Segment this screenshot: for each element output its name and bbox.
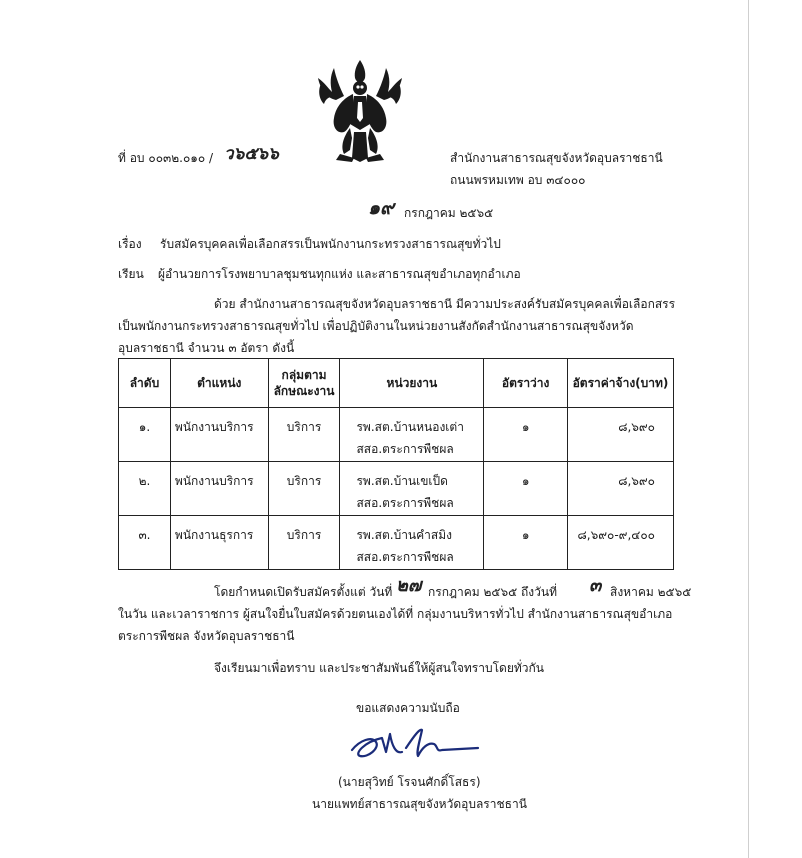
- table-row: [119, 408, 674, 462]
- cell-order: ๒.: [119, 462, 171, 516]
- reference-number-handwritten: ว๖๕๖๖: [224, 144, 279, 164]
- office-name: สำนักงานสาธารณสุขจังหวัดอุบลราชธานี: [450, 151, 663, 165]
- cell-group: บริการ: [268, 462, 340, 516]
- period-text-b: กรกฎาคม ๒๕๖๕ ถึงวันที่: [428, 585, 558, 599]
- cell-wage: ๘,๖๙๐-๙,๔๐๐: [568, 516, 674, 570]
- cell-group: บริการ: [268, 516, 340, 570]
- cell-unit-line-2: สสอ.ตระการพืชผล: [356, 496, 454, 510]
- table-row: [119, 462, 674, 516]
- cell-wage: ๘,๖๙๐: [568, 462, 674, 516]
- signature-icon: [346, 722, 486, 764]
- body-line-1: ด้วย สำนักงานสาธารณสุขจังหวัดอุบลราชธานี มีความประสงค์รับสมัครบุคคลเพื่อเลือกสรร: [214, 297, 676, 311]
- header-vacancy: อัตราว่าง: [484, 359, 568, 408]
- cell-unit-line-1: รพ.สต.บ้านเขเป็ด: [356, 474, 448, 488]
- table-header-row: [119, 359, 674, 408]
- page-edge-right: [748, 0, 749, 858]
- cell-wage: ๘,๖๙๐: [568, 408, 674, 462]
- cell-order: ๓.: [119, 516, 171, 570]
- addressee-label: เรียน: [118, 267, 144, 281]
- header-unit: หน่วยงาน: [340, 359, 484, 408]
- reference-number: ที่ อบ ๐๐๓๒.๐๑๐ /: [118, 151, 214, 165]
- cell-unit: [340, 408, 484, 462]
- body-line-2: เป็นพนักงานกระทรวงสาธารณสุขทั่วไป เพื่อปฏิบัติงานในหน่วยงานสังกัดสำนักงานสาธารณสุขจังหวัด: [118, 319, 634, 333]
- table-row: [119, 516, 674, 570]
- cell-vacancy: ๑: [484, 462, 568, 516]
- period-line-3: ตระการพืชผล จังหวัดอุบลราชธานี: [118, 629, 295, 643]
- header-work-group: กลุ่มตาม ลักษณะงาน: [268, 359, 340, 408]
- cell-unit-line-2: สสอ.ตระการพืชผล: [356, 550, 454, 564]
- header-wage: อัตราค่าจ้าง(บาท): [568, 359, 674, 408]
- period-start-day-handwritten: ๒๗: [396, 575, 422, 596]
- header-order: ลำดับ: [119, 359, 171, 408]
- signer-name: (นายสุวิทย์ โรจนศักดิ์โสธร): [338, 775, 481, 789]
- garuda-emblem-icon: [314, 58, 406, 164]
- cell-order: ๑.: [119, 408, 171, 462]
- date-day-handwritten: ๑๙: [368, 197, 394, 219]
- period-text-a: โดยกำหนดเปิดรับสมัครตั้งแต่ วันที่: [214, 585, 393, 599]
- signer-title: นายแพทย์สาธารณสุขจังหวัดอุบลราชธานี: [312, 797, 527, 811]
- regards-text: ขอแสดงความนับถือ: [356, 701, 460, 715]
- positions-table: [118, 358, 674, 570]
- cell-unit-line-1: รพ.สต.บ้านคำสมิง: [356, 528, 452, 542]
- header-position: ตำแหน่ง: [170, 359, 268, 408]
- cell-vacancy: ๑: [484, 516, 568, 570]
- cell-group: บริการ: [268, 408, 340, 462]
- cell-unit-line-1: รพ.สต.บ้านหนองเต่า: [356, 420, 464, 434]
- subject-label: เรื่อง: [118, 237, 142, 251]
- cell-position: พนักงานบริการ: [170, 462, 268, 516]
- cell-position: พนักงานบริการ: [170, 408, 268, 462]
- closing-paragraph: จึงเรียนมาเพื่อทราบ และประชาสัมพันธ์ให้ผู้สนใจทราบโดยทั่วกัน: [214, 661, 544, 675]
- addressee-text: ผู้อำนวยการโรงพยาบาลชุมชนทุกแห่ง และสาธารณสุขอำเภอทุกอำเภอ: [158, 267, 521, 281]
- letter-date: กรกฎาคม ๒๕๖๕: [404, 206, 494, 220]
- cell-position: พนักงานธุรการ: [170, 516, 268, 570]
- cell-unit: [340, 462, 484, 516]
- period-line-2: ในวัน และเวลาราชการ ผู้สนใจยื่นใบสมัครด้วยตนเองได้ที่ กลุ่มงานบริหารทั่วไป สำนักงานสาธารณสุขอำเภอ: [118, 607, 673, 621]
- period-text-c: สิงหาคม ๒๕๖๕: [610, 585, 692, 599]
- cell-vacancy: ๑: [484, 408, 568, 462]
- period-end-day-handwritten: ๓: [589, 575, 602, 596]
- cell-unit: [340, 516, 484, 570]
- cell-unit-line-2: สสอ.ตระการพืชผล: [356, 442, 454, 456]
- body-line-3: อุบลราชธานี จำนวน ๓ อัตรา ดังนี้: [118, 341, 295, 355]
- subject-text: รับสมัครบุคคลเพื่อเลือกสรรเป็นพนักงานกระทรวงสาธารณสุขทั่วไป: [160, 237, 501, 251]
- office-address: ถนนพรหมเทพ อบ ๓๔๐๐๐: [450, 173, 586, 187]
